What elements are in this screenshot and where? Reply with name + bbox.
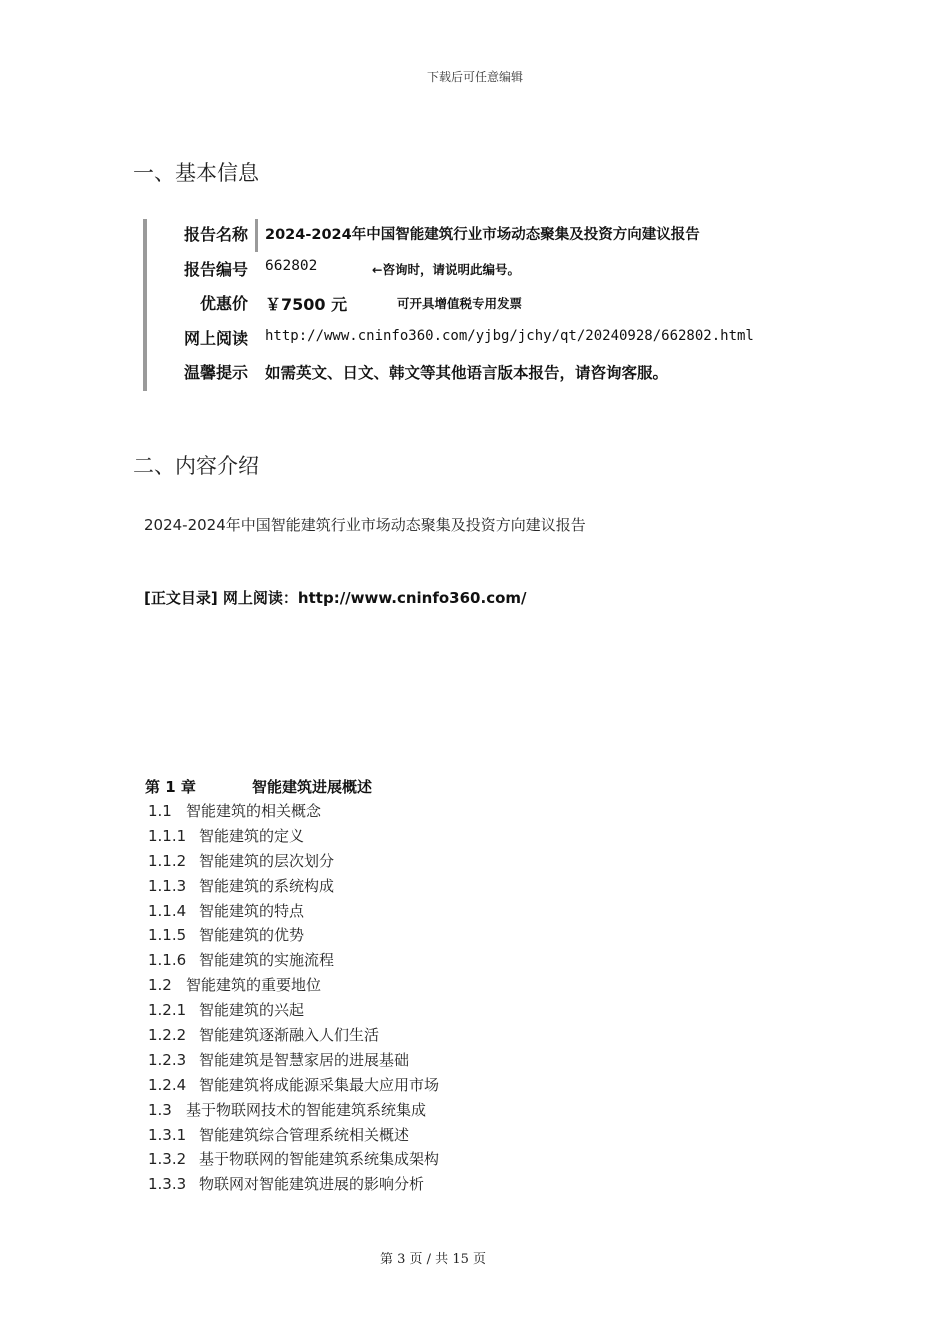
report-number-label: 报告编号 <box>183 260 248 279</box>
toc-item[interactable] <box>148 1023 439 1048</box>
toc-item-number: 1.2 <box>148 976 172 995</box>
toc-item-number: 1.1.5 <box>148 926 187 945</box>
toc-item[interactable] <box>148 799 439 824</box>
toc-item-title: 智能建筑的特点 <box>199 901 305 920</box>
chapter-title: 智能建筑进展概述 <box>252 778 373 796</box>
toc-item-title: 智能建筑的系统构成 <box>199 876 335 895</box>
toc-item-number: 1.2.2 <box>148 1026 187 1045</box>
toc-list <box>148 799 439 1197</box>
toc-item-title: 智能建筑是智慧家居的进展基础 <box>199 1050 410 1069</box>
toc-item-title: 基于物联网的智能建筑系统集成架构 <box>199 1150 440 1169</box>
info-left-bar <box>143 219 147 391</box>
toc-item-number: 1.3.2 <box>148 1150 187 1169</box>
toc-item-number: 1.1.4 <box>148 901 187 920</box>
toc-item[interactable] <box>148 998 439 1023</box>
toc-item[interactable] <box>148 1073 439 1098</box>
toc-item-number: 1.1.2 <box>148 851 187 870</box>
header-note: 下载后可任意编辑 <box>426 70 523 84</box>
toc-item[interactable] <box>148 849 439 874</box>
tip-label: 温馨提示 <box>183 363 248 382</box>
toc-item[interactable] <box>148 1147 439 1172</box>
toc-item[interactable] <box>148 973 439 998</box>
toc-item-title: 智能建筑综合管理系统相关概述 <box>199 1125 410 1144</box>
toc-item-title: 智能建筑的优势 <box>199 926 305 945</box>
toc-item-title: 智能建筑将成能源采集最大应用市场 <box>199 1075 440 1094</box>
toc-item[interactable] <box>148 899 439 924</box>
report-name-value: 2024-2024年中国智能建筑行业市场动态聚集及投资方向建议报告 <box>265 227 700 243</box>
tip-value: 如需英文、日文、韩文等其他语言版本报告，请咨询客服。 <box>265 364 669 382</box>
toc-item-title: 智能建筑的层次划分 <box>199 851 335 870</box>
toc-item-title: 物联网对智能建筑进展的影响分析 <box>199 1175 425 1194</box>
section-title-basic-info: 一、基本信息 <box>133 161 259 185</box>
toc-item-title: 智能建筑的兴起 <box>199 1001 305 1020</box>
report-name-label: 报告名称 <box>183 225 248 244</box>
toc-item-title: 智能建筑逐渐融入人们生活 <box>199 1026 380 1045</box>
toc-item-number: 1.3 <box>148 1100 172 1119</box>
toc-item-title: 智能建筑的实施流程 <box>199 951 335 970</box>
section-title-content-intro: 二、内容介绍 <box>133 454 259 478</box>
toc-item[interactable] <box>148 824 439 849</box>
toc-item[interactable] <box>148 1098 439 1123</box>
toc-item[interactable] <box>148 1172 439 1197</box>
toc-item-title: 智能建筑的相关概念 <box>186 802 322 820</box>
price-note: 可开具增值税专用发票 <box>397 296 523 311</box>
name-divider <box>255 219 258 252</box>
intro-text: 2024-2024年中国智能建筑行业市场动态聚集及投资方向建议报告 <box>144 516 586 534</box>
toc-item-number: 1.1.6 <box>148 951 187 970</box>
toc-item-number: 1.3.1 <box>148 1125 187 1144</box>
online-read-link[interactable]: http://www.cninfo360.com/yjbg/jchy/qt/20240928/662802.html <box>265 328 754 344</box>
toc-item[interactable] <box>148 874 439 899</box>
toc-item[interactable] <box>148 1123 439 1148</box>
toc-item-title: 基于物联网技术的智能建筑系统集成 <box>186 1100 427 1119</box>
toc-item-number: 1.1.3 <box>148 876 187 895</box>
toc-item-number: 1.1.1 <box>148 826 187 845</box>
toc-item-number: 1.2.3 <box>148 1050 187 1069</box>
chapter-number: 第 1 章 <box>145 778 196 796</box>
toc-item[interactable] <box>148 1048 439 1073</box>
report-number-note: ←咨询时，请说明此编号。 <box>372 262 520 277</box>
toc-item-number: 1.1 <box>148 802 172 820</box>
toc-item-title: 智能建筑的定义 <box>199 826 305 845</box>
toc-item-title: 智能建筑的重要地位 <box>186 976 322 995</box>
toc-item[interactable] <box>148 923 439 948</box>
online-read-label: 网上阅读 <box>183 329 248 348</box>
toc-item-number: 1.2.1 <box>148 1001 187 1020</box>
toc-item-number: 1.3.3 <box>148 1175 187 1194</box>
price-label: 优惠价 <box>199 294 248 313</box>
price-value: ￥7500 元 <box>265 295 348 314</box>
page-footer: 第 3 页 / 共 15 页 <box>380 1252 486 1267</box>
toc-online-link[interactable]: [正文目录] 网上阅读：http://www.cninfo360.com/ <box>144 589 527 607</box>
toc-item-number: 1.2.4 <box>148 1075 187 1094</box>
report-number-value: 662802 <box>265 258 318 274</box>
toc-item[interactable] <box>148 948 439 973</box>
